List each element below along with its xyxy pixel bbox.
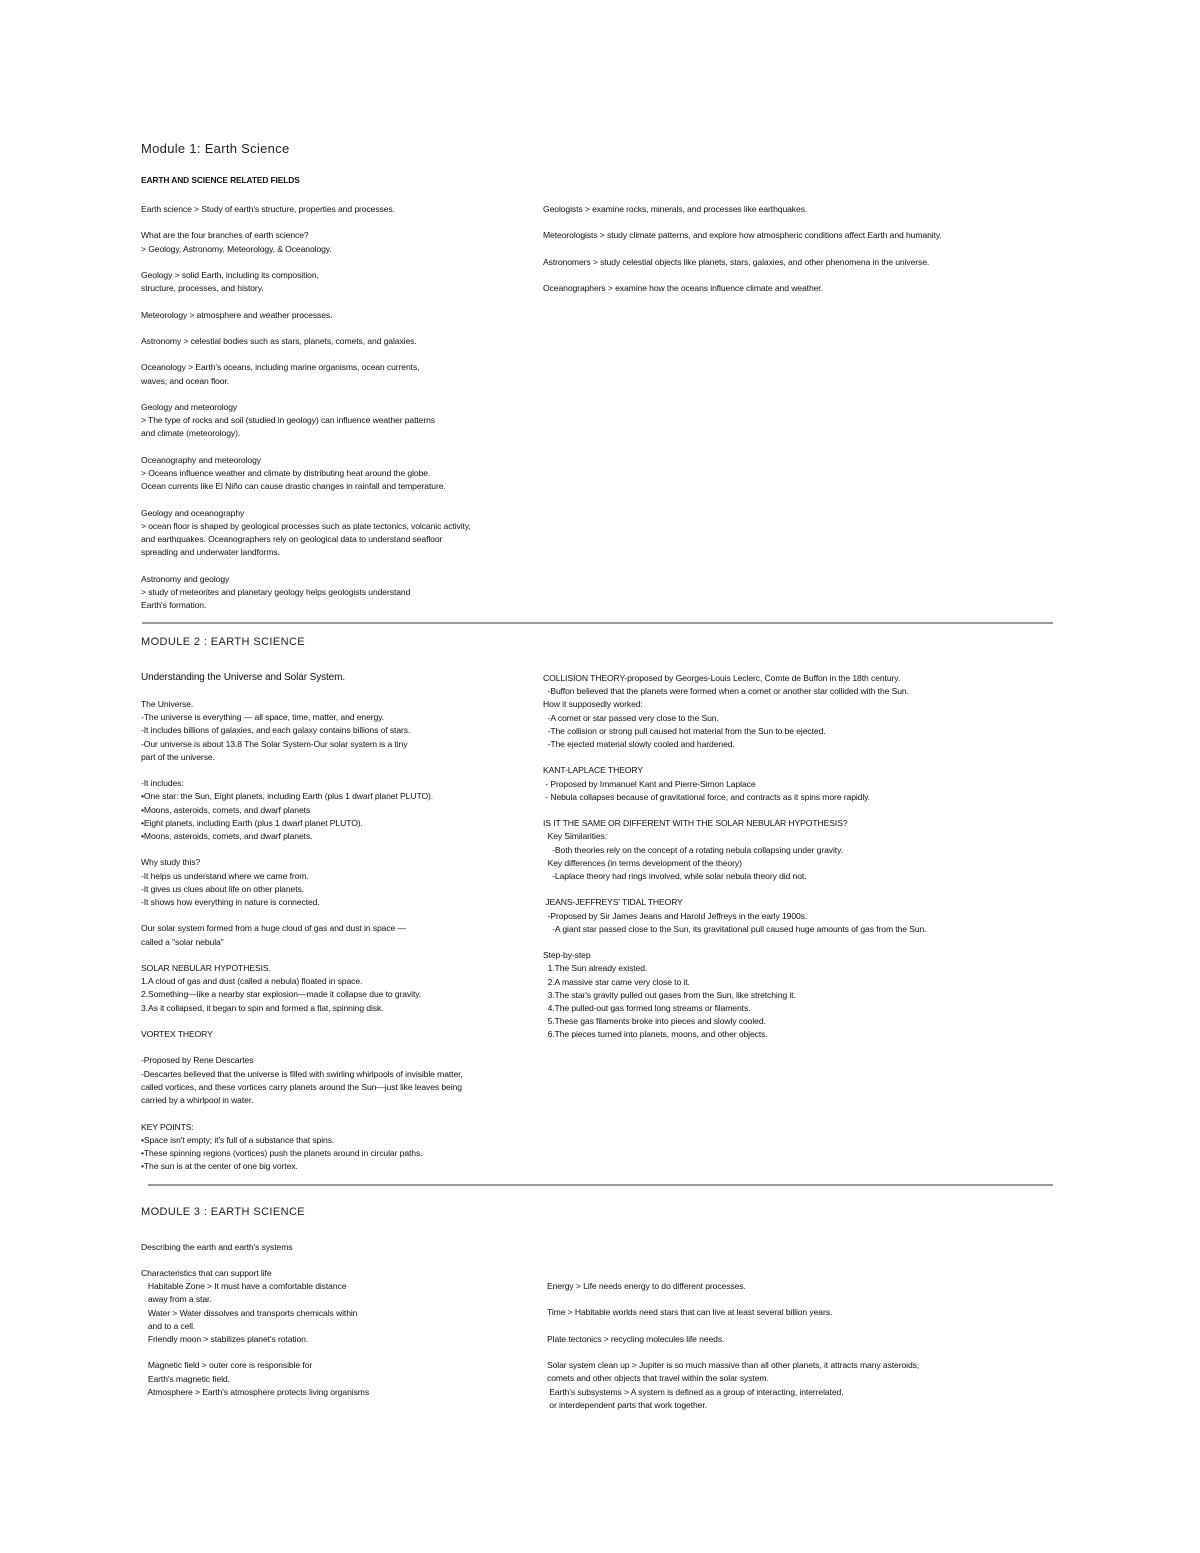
text-line: Earth's magnetic field.: [141, 1373, 230, 1384]
text-line: -A giant star passed close to the Sun, its gravitational pull caused huge amounts of gas from the Sun.: [543, 923, 927, 934]
text-line: Solar system clean up > Jupiter is so much massive than all other planets, it attracts many asteroids,: [547, 1360, 920, 1371]
text-line: away from a star.: [141, 1294, 212, 1305]
text-line: KANT-LAPLACE THEORY: [543, 765, 643, 776]
text-line: [141, 322, 471, 335]
text-line: [141, 559, 471, 572]
module1-title: Module 1: Earth Science: [141, 141, 290, 156]
text-line: -Proposed by Sir James Jeans and Harold Jeffreys in the early 1900s.: [543, 910, 808, 921]
text-line: [543, 936, 927, 949]
module2-left-column: [141, 698, 463, 1173]
text-line: Plate tectonics > recycling molecules life needs.: [547, 1333, 725, 1344]
text-line: Atmosphere > Earth's atmosphere protects living organisms: [141, 1386, 370, 1397]
text-line: •These spinning regions (vortices) push the planets around in circular paths.: [141, 1147, 423, 1158]
text-line: JEANS-JEFFREYS' TIDAL THEORY: [543, 897, 683, 908]
text-line: > study of meteorites and planetary geology helps geologists understand: [141, 586, 411, 597]
module3-left-column: [141, 1267, 369, 1399]
text-line: Earth's formation.: [141, 600, 207, 611]
text-line: -The universe is everything — all space, time, matter, and energy.: [141, 712, 385, 723]
text-line: - Nebula collapses because of gravitational force, and contracts as it spins more rapidly.: [543, 791, 871, 802]
text-line: Astronomy and geology: [141, 573, 230, 584]
text-line: Friendly moon > stabilizes planet's rotation.: [141, 1334, 309, 1345]
text-line: Why study this?: [141, 857, 201, 868]
module2-right-column: [543, 672, 927, 1042]
text-line: -Both theories rely on the concept of a rotating nebula collapsing under gravity.: [543, 844, 843, 855]
text-line: [543, 243, 942, 256]
text-line: Water > Water dissolves and transports chemicals within: [141, 1307, 358, 1318]
text-line: -It includes billions of galaxies, and each galaxy contains billions of stars.: [141, 725, 411, 736]
text-line: or interdependent parts that work together.: [547, 1399, 707, 1410]
text-line: Geology > solid Earth, including its composition,: [141, 270, 319, 281]
text-line: 2.A massive star came very close to it.: [543, 976, 690, 987]
text-line: Oceanography and meteorology: [141, 454, 261, 465]
text-line: VORTEX THEORY: [141, 1029, 213, 1040]
text-line: How it supposedly worked:: [543, 699, 643, 710]
text-line: -Our universe is about 13.8 The Solar System-Our solar system is a tiny: [141, 738, 408, 749]
text-line: •Eight planets, including Earth (plus 1 dwarf planet PLUTO).: [141, 817, 363, 828]
text-line: > The type of rocks and soil (studied in geology) can influence weather patterns: [141, 415, 435, 426]
text-line: -It shows how everything in nature is connected.: [141, 897, 320, 908]
text-line: -Descartes believed that the universe is filled with swirling whirlpools of invisible matter,: [141, 1068, 463, 1079]
text-line: -It includes:: [141, 778, 184, 789]
text-line: > Geology, Astronomy, Meteorology, & Oceanology.: [141, 243, 332, 254]
text-line: [543, 804, 927, 817]
text-line: 2.Something—like a nearby star explosion—made it collapse due to gravity.: [141, 989, 422, 1000]
text-line: [543, 883, 927, 896]
text-line: Astronomy > celestial bodies such as stars, planets, comets, and galaxies.: [141, 336, 417, 347]
text-line: [141, 1041, 463, 1054]
text-line: structure, processes, and history.: [141, 283, 264, 294]
text-line: 1.The Sun already existed.: [543, 963, 648, 974]
text-line: spreading and underwater landforms.: [141, 547, 280, 558]
text-line: Earth's subsystems > A system is defined as a group of interacting, interrelated,: [547, 1386, 844, 1397]
text-line: Key differences (in terms development of the theory): [543, 857, 742, 868]
module1-section-heading: EARTH AND SCIENCE RELATED FIELDS: [141, 175, 300, 185]
text-line: [141, 1015, 463, 1028]
text-line: comets and other objects that travel within the solar system.: [547, 1373, 769, 1384]
module3-subtitle: Describing the earth and earth's systems: [141, 1242, 293, 1252]
text-line: SOLAR NEBULAR HYPOTHESIS.: [141, 963, 271, 974]
text-line: Our solar system formed from a huge cloud of gas and dust in space —: [141, 923, 406, 934]
text-line: [141, 764, 463, 777]
text-line: Geologists > examine rocks, minerals, and processes like earthquakes.: [543, 204, 808, 214]
text-line: Meteorologists > study climate patterns, and explore how atmospheric conditions affect Earth and humanity.: [543, 230, 942, 241]
text-line: Astronomers > study celestial objects like planets, stars, galaxies, and other phenomena in the universe.: [543, 256, 930, 267]
text-line: [141, 493, 471, 506]
text-line: Magnetic field > outer core is responsible for: [141, 1360, 313, 1371]
text-line: 5.These gas filaments broke into pieces and slowly cooled.: [543, 1016, 766, 1027]
text-line: part of the universe.: [141, 751, 215, 762]
text-line: carried by a whirlpool in water.: [141, 1095, 254, 1106]
text-line: [547, 1320, 919, 1333]
text-line: Oceanology > Earth's oceans, including marine organisms, ocean currents,: [141, 362, 420, 373]
section-divider: [142, 622, 1053, 624]
text-line: and climate (meteorology).: [141, 428, 241, 439]
text-line: Oceanographers > examine how the oceans influence climate and weather.: [543, 283, 823, 294]
text-line: [543, 751, 927, 764]
text-line: [141, 843, 463, 856]
module3-title: MODULE 3 : EARTH SCIENCE: [141, 1206, 306, 1218]
text-line: 3.As it collapsed, it began to spin and formed a flat, spinning disk.: [141, 1002, 384, 1013]
text-line: [543, 269, 942, 282]
text-line: -A comet or star passed very close to the Sun.: [543, 712, 719, 723]
section-divider: [148, 1184, 1053, 1186]
text-line: [141, 1346, 369, 1359]
text-line: -Proposed by Rene Descartes: [141, 1055, 254, 1066]
text-line: [141, 949, 463, 962]
text-line: called vortices, and these vortices carry planets around the Sun—just like leaves being: [141, 1081, 462, 1092]
text-line: What are the four branches of earth science?: [141, 230, 309, 241]
text-line: > ocean floor is shaped by geological processes such as plate tectonics, volcanic activity,: [141, 520, 471, 531]
text-line: > Oceans influence weather and climate by distributing heat around the globe.: [141, 468, 431, 479]
text-line: Step-by-step: [543, 950, 591, 961]
text-line: [141, 256, 471, 269]
text-line: Geology and meteorology: [141, 402, 238, 413]
text-line: -It gives us clues about life on other planets.: [141, 883, 304, 894]
module2-title: MODULE 2 : EARTH SCIENCE: [141, 636, 306, 648]
text-line: [141, 295, 471, 308]
text-line: and earthquakes. Oceanographers rely on geological data to understand seafloor: [141, 534, 443, 545]
text-line: [141, 348, 471, 361]
text-line: Ocean currents like El Niño can cause drastic changes in rainfall and temperature.: [141, 481, 446, 492]
text-line: •The sun is at the center of one big vortex.: [141, 1161, 298, 1172]
module1-left-column: [141, 203, 471, 612]
text-line: •Space isn't empty; it's full of a substance that spins.: [141, 1134, 335, 1145]
text-line: [547, 1293, 919, 1306]
text-line: called a "solar nebula": [141, 936, 224, 947]
text-line: [141, 1107, 463, 1120]
text-line: •Moons, asteroids, comets, and dwarf planets: [141, 804, 311, 815]
text-line: 1.A cloud of gas and dust (called a nebula) floated in space.: [141, 976, 363, 987]
text-line: [141, 909, 463, 922]
text-line: IS IT THE SAME OR DIFFERENT WITH THE SOLAR NEBULAR HYPOTHESIS?: [543, 818, 848, 829]
text-line: [547, 1346, 919, 1359]
text-line: -Buffon believed that the planets were formed when a comet or another star collided with the Sun.: [543, 686, 909, 697]
text-line: -The ejected material slowly cooled and hardened.: [543, 739, 735, 750]
text-line: COLLISION THEORY-proposed by Georges-Louis Leclerc, Comte de Buffon in the 18th century.: [543, 673, 901, 683]
text-line: •Moons, asteroids, comets, and dwarf planets.: [141, 831, 313, 842]
module3-right-column: [547, 1280, 919, 1412]
text-line: Key Similarities:: [543, 831, 608, 842]
text-line: [141, 216, 471, 229]
text-line: The Universe.: [141, 699, 194, 709]
text-line: Habitable Zone > It must have a comfortable distance: [141, 1281, 347, 1292]
text-line: Characteristics that can support life: [141, 1268, 272, 1278]
text-line: KEY POINTS:: [141, 1121, 194, 1132]
text-line: and to a cell.: [141, 1320, 196, 1331]
text-line: -It helps us understand where we came from.: [141, 870, 309, 881]
text-line: - Proposed by Immanuel Kant and Pierre-Simon Laplace: [543, 778, 756, 789]
module2-subtitle: Understanding the Universe and Solar System.: [141, 672, 346, 683]
text-line: 6.The pieces turned into planets, moons, and other objects.: [543, 1029, 768, 1040]
text-line: Earth science > Study of earth's structure, properties and processes.: [141, 204, 395, 214]
text-line: •One star: the Sun, Eight planets, including Earth (plus 1 dwarf planet PLUTO).: [141, 791, 434, 802]
text-line: waves, and ocean floor.: [141, 375, 229, 386]
text-line: Geology and oceanography: [141, 507, 245, 518]
text-line: Time > Habitable worlds need stars that can live at least several billion years.: [547, 1307, 833, 1318]
text-line: -The collision or strong pull caused hot material from the Sun to be ejected.: [543, 725, 826, 736]
text-line: -Laplace theory had rings involved, while solar nebula theory did not.: [543, 871, 807, 882]
text-line: [543, 216, 942, 229]
module1-right-column: [543, 203, 942, 295]
text-line: Energy > Life needs energy to do different processes.: [547, 1281, 746, 1291]
text-line: [141, 388, 471, 401]
text-line: 3.The star's gravity pulled out gases from the Sun, like stretching it.: [543, 989, 796, 1000]
text-line: Meteorology > atmosphere and weather processes.: [141, 309, 333, 320]
text-line: 4.The pulled-out gas formed long streams or filaments.: [543, 1003, 751, 1014]
text-line: [141, 441, 471, 454]
